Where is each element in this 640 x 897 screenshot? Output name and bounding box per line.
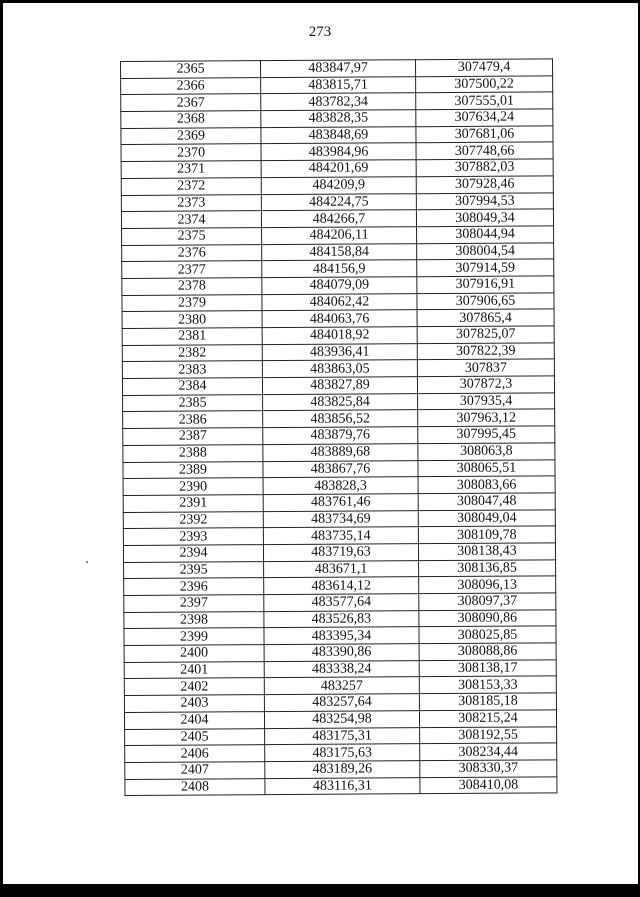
coordinates-table-body bbox=[121, 59, 557, 796]
y-coordinate-cell: 307963,12 bbox=[418, 409, 555, 427]
point-number-cell: 2406 bbox=[125, 745, 265, 763]
point-number-cell: 2394 bbox=[123, 545, 263, 563]
x-coordinate-cell: 483984,96 bbox=[261, 143, 416, 161]
point-number-cell: 2399 bbox=[124, 628, 264, 646]
y-coordinate-cell: 308185,18 bbox=[419, 693, 556, 711]
x-coordinate-cell: 484224,75 bbox=[261, 193, 416, 211]
y-coordinate-cell: 308096,13 bbox=[419, 576, 556, 594]
y-coordinate-cell: 308090,86 bbox=[419, 610, 556, 628]
point-number-cell: 2390 bbox=[123, 478, 263, 496]
x-coordinate-cell: 483734,69 bbox=[263, 510, 418, 528]
x-coordinate-cell: 483175,63 bbox=[265, 744, 420, 762]
point-number-cell: 2380 bbox=[122, 311, 262, 329]
y-coordinate-cell: 308083,66 bbox=[418, 476, 555, 494]
point-number-cell: 2383 bbox=[122, 361, 262, 379]
y-coordinate-cell: 308192,55 bbox=[420, 726, 557, 744]
y-coordinate-cell: 308330,37 bbox=[420, 760, 557, 778]
y-coordinate-cell: 307995,45 bbox=[418, 426, 555, 444]
x-coordinate-cell: 483189,26 bbox=[265, 761, 420, 779]
y-coordinate-cell: 307500,22 bbox=[416, 76, 553, 94]
x-coordinate-cell: 483395,34 bbox=[264, 627, 419, 645]
point-number-cell: 2407 bbox=[125, 762, 265, 780]
x-coordinate-cell: 484266,7 bbox=[261, 210, 416, 228]
x-coordinate-cell: 483175,31 bbox=[265, 727, 420, 745]
x-coordinate-cell: 484158,84 bbox=[262, 243, 417, 261]
y-coordinate-cell: 307822,39 bbox=[417, 343, 554, 361]
y-coordinate-cell: 308234,44 bbox=[420, 743, 557, 761]
point-number-cell: 2405 bbox=[125, 728, 265, 746]
x-coordinate-cell: 484062,42 bbox=[262, 293, 417, 311]
x-coordinate-cell: 483526,83 bbox=[264, 610, 419, 628]
point-number-cell: 2379 bbox=[122, 294, 262, 312]
point-number-cell: 2395 bbox=[124, 561, 264, 579]
x-coordinate-cell: 483671,1 bbox=[264, 560, 419, 578]
x-coordinate-cell: 483761,46 bbox=[263, 494, 418, 512]
x-coordinate-cell: 483577,64 bbox=[264, 594, 419, 612]
y-coordinate-cell: 308088,86 bbox=[419, 643, 556, 661]
y-coordinate-cell: 307634,24 bbox=[416, 109, 553, 127]
x-coordinate-cell: 484018,92 bbox=[262, 327, 417, 345]
x-coordinate-cell: 483116,31 bbox=[265, 777, 420, 795]
point-number-cell: 2369 bbox=[121, 127, 261, 145]
y-coordinate-cell: 307748,66 bbox=[416, 142, 553, 160]
x-coordinate-cell: 483815,71 bbox=[261, 76, 416, 94]
y-coordinate-cell: 308138,17 bbox=[419, 660, 556, 678]
point-number-cell: 2403 bbox=[124, 695, 264, 713]
y-coordinate-cell: 307906,65 bbox=[417, 292, 554, 310]
point-number-cell: 2367 bbox=[121, 94, 261, 112]
x-coordinate-cell: 483735,14 bbox=[263, 527, 418, 545]
point-number-cell: 2370 bbox=[121, 144, 261, 162]
y-coordinate-cell: 308153,33 bbox=[419, 676, 556, 694]
point-number-cell: 2376 bbox=[122, 244, 262, 262]
point-number-cell: 2384 bbox=[122, 378, 262, 396]
scan-border-bottom bbox=[0, 884, 640, 897]
scan-speck bbox=[86, 561, 88, 563]
y-coordinate-cell: 308049,34 bbox=[416, 209, 553, 227]
x-coordinate-cell: 483782,34 bbox=[261, 93, 416, 111]
x-coordinate-cell: 483863,05 bbox=[262, 360, 417, 378]
y-coordinate-cell: 307825,07 bbox=[417, 326, 554, 344]
point-number-cell: 2404 bbox=[124, 711, 264, 729]
x-coordinate-cell: 483827,89 bbox=[262, 377, 417, 395]
x-coordinate-cell: 483889,68 bbox=[263, 444, 418, 462]
y-coordinate-cell: 308097,37 bbox=[419, 593, 556, 611]
x-coordinate-cell: 483719,63 bbox=[263, 544, 418, 562]
point-number-cell: 2366 bbox=[121, 77, 261, 95]
x-coordinate-cell: 484206,11 bbox=[262, 227, 417, 245]
point-number-cell: 2398 bbox=[124, 611, 264, 629]
y-coordinate-cell: 308410,08 bbox=[420, 776, 557, 794]
y-coordinate-cell: 307837 bbox=[417, 359, 554, 377]
x-coordinate-cell: 483254,98 bbox=[264, 710, 419, 728]
x-coordinate-cell: 483867,76 bbox=[263, 460, 418, 478]
x-coordinate-cell: 483848,69 bbox=[261, 126, 416, 144]
x-coordinate-cell: 484079,09 bbox=[262, 277, 417, 295]
y-coordinate-cell: 308215,24 bbox=[419, 710, 556, 728]
point-number-cell: 2396 bbox=[124, 578, 264, 596]
point-number-cell: 2374 bbox=[121, 211, 261, 229]
x-coordinate-cell: 483825,84 bbox=[263, 393, 418, 411]
y-coordinate-cell: 308109,78 bbox=[418, 526, 555, 544]
y-coordinate-cell: 307882,03 bbox=[416, 159, 553, 177]
y-coordinate-cell: 307555,01 bbox=[416, 92, 553, 110]
x-coordinate-cell: 483828,3 bbox=[263, 477, 418, 495]
x-coordinate-cell: 483879,76 bbox=[263, 427, 418, 445]
point-number-cell: 2402 bbox=[124, 678, 264, 696]
y-coordinate-cell: 307935,4 bbox=[418, 393, 555, 411]
point-number-cell: 2365 bbox=[121, 61, 261, 79]
point-number-cell: 2408 bbox=[125, 778, 265, 796]
point-number-cell: 2387 bbox=[123, 428, 263, 446]
point-number-cell: 2381 bbox=[122, 328, 262, 346]
x-coordinate-cell: 483847,97 bbox=[261, 60, 416, 78]
x-coordinate-cell: 483338,24 bbox=[264, 660, 419, 678]
y-coordinate-cell: 307865,4 bbox=[417, 309, 554, 327]
y-coordinate-cell: 307872,3 bbox=[417, 376, 554, 394]
y-coordinate-cell: 307914,59 bbox=[417, 259, 554, 277]
point-number-cell: 2400 bbox=[124, 645, 264, 663]
coordinates-table bbox=[120, 58, 557, 796]
x-coordinate-cell: 483257,64 bbox=[264, 694, 419, 712]
scan-border-top bbox=[0, 0, 640, 3]
y-coordinate-cell: 307479,4 bbox=[415, 59, 552, 77]
y-coordinate-cell: 308025,85 bbox=[419, 626, 556, 644]
point-number-cell: 2373 bbox=[121, 194, 261, 212]
point-number-cell: 2386 bbox=[123, 411, 263, 429]
point-number-cell: 2385 bbox=[123, 394, 263, 412]
y-coordinate-cell: 308004,54 bbox=[417, 242, 554, 260]
x-coordinate-cell: 484063,76 bbox=[262, 310, 417, 328]
point-number-cell: 2372 bbox=[121, 177, 261, 195]
x-coordinate-cell: 483257 bbox=[264, 677, 419, 695]
x-coordinate-cell: 483936,41 bbox=[262, 343, 417, 361]
y-coordinate-cell: 307681,06 bbox=[416, 126, 553, 144]
point-number-cell: 2388 bbox=[123, 444, 263, 462]
point-number-cell: 2368 bbox=[121, 111, 261, 129]
y-coordinate-cell: 307916,91 bbox=[417, 276, 554, 294]
table-row bbox=[125, 776, 557, 795]
point-number-cell: 2375 bbox=[122, 228, 262, 246]
point-number-cell: 2377 bbox=[122, 261, 262, 279]
y-coordinate-cell: 308136,85 bbox=[419, 559, 556, 577]
scan-border-left bbox=[0, 0, 3, 897]
x-coordinate-cell: 484209,9 bbox=[261, 177, 416, 195]
point-number-cell: 2389 bbox=[123, 461, 263, 479]
y-coordinate-cell: 307928,46 bbox=[416, 176, 553, 194]
y-coordinate-cell: 308138,43 bbox=[418, 543, 555, 561]
y-coordinate-cell: 308063,8 bbox=[418, 443, 555, 461]
y-coordinate-cell: 308065,51 bbox=[418, 459, 555, 477]
x-coordinate-cell: 483856,52 bbox=[263, 410, 418, 428]
point-number-cell: 2401 bbox=[124, 661, 264, 679]
point-number-cell: 2382 bbox=[122, 344, 262, 362]
x-coordinate-cell: 484201,69 bbox=[261, 160, 416, 178]
y-coordinate-cell: 308049,04 bbox=[418, 509, 555, 527]
point-number-cell: 2391 bbox=[123, 495, 263, 513]
point-number-cell: 2378 bbox=[122, 278, 262, 296]
point-number-cell: 2397 bbox=[124, 595, 264, 613]
x-coordinate-cell: 484156,9 bbox=[262, 260, 417, 278]
x-coordinate-cell: 483390,86 bbox=[264, 644, 419, 662]
point-number-cell: 2392 bbox=[123, 511, 263, 529]
y-coordinate-cell: 307994,53 bbox=[416, 192, 553, 210]
point-number-cell: 2393 bbox=[123, 528, 263, 546]
page-number: 273 bbox=[308, 24, 332, 40]
point-number-cell: 2371 bbox=[121, 161, 261, 179]
y-coordinate-cell: 308047,48 bbox=[418, 493, 555, 511]
y-coordinate-cell: 308044,94 bbox=[417, 226, 554, 244]
x-coordinate-cell: 483614,12 bbox=[264, 577, 419, 595]
x-coordinate-cell: 483828,35 bbox=[261, 110, 416, 128]
